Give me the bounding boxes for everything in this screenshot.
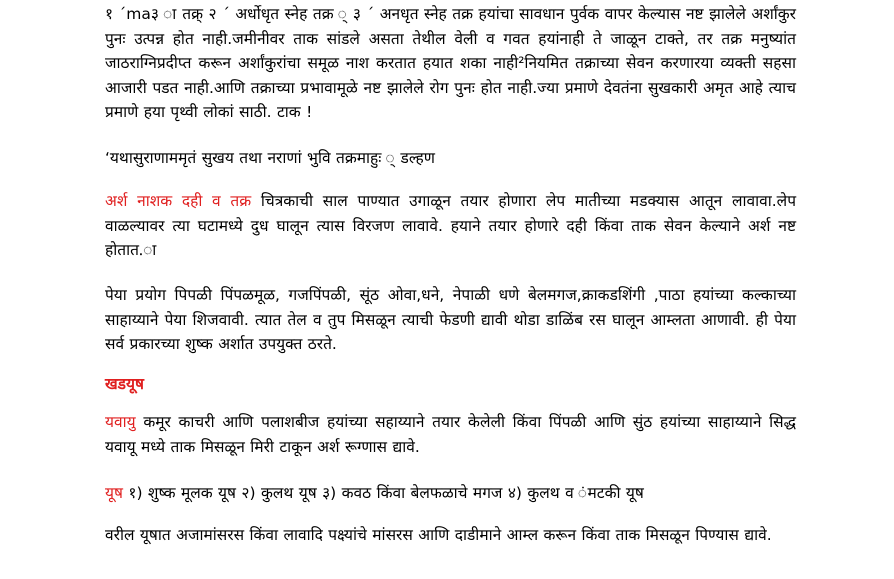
paragraph-text: कमूर काचरी आणि पलाशबीज हयांच्या सहाय्याने तयार केलेली किंवा पिंपळी आणि सुंठ हयांच्या साहाय्याने सिद्ध यवायू मध्ये ताक मिसळून मिरी टाकून अर्श रूग्णास द्यावे. (105, 413, 796, 456)
paragraph-text: चित्रकाची साल पाण्यात उगाळून तयार होणारा लेप मातीच्या मडक्यास आतून लावावा.लेप वाळल्यावर त्या घटामध्ये दुध घालून त्यास विरजण लावावे. हयाने तयार होणारे दही किंवा ताक सेवन केल्याने अर्श नष्ट होतात.ा (105, 192, 796, 259)
paragraph-shloka-quote: ‘यथासुराणाममृतं सुखय तथा नराणां भुवि तक्रमाहुः ् डल्हण (105, 149, 435, 167)
paragraph-arsh-nashak-dahi (105, 189, 796, 263)
highlight-yush: यूष (105, 484, 123, 502)
highlight-arsh-nashak: अर्श नाशक दही व तक्र (105, 192, 252, 210)
section-heading-khadyush: खडयूष (105, 375, 144, 393)
paragraph-yush-list (105, 481, 796, 506)
paragraph-peya-prayog: पेया प्रयोग पिपळी पिंपळमूळ, गजपिंपळी, सूंठ ओवा,धने, नेपाळी धणे बेलमगज,क्राकडशिंगी ,पाठा हयांच्या कल्काच्या साहाय्याने पेया शिजवावी. त्यात तेल व तुप मिसळून त्याची फेडणी द्यावी थोडा डाळिंब रस घालून आम्लता आणावी. ही पेया सर्व प्रकारच्या शुष्क अर्शात उपयुक्त ठरते. (105, 286, 796, 353)
paragraph-takra-benefits: १ ´ma३ ा तक्र् २ ´ अर्धोधृत स्नेह तक्र ् ३ ´ अनधृत स्नेह तक्र हयांचा सावधान पुर्वक वापर केल्यास नष्ट झालेले अर्शांकुर पुनः उत्पन्न होत नाही.जमीनीवर ताक सांडले असता तेथील वेली व गवत हयांनाही ते जाळून टाक्ते, तर तक्र मनुष्यांत जाठराग्निप्रदीप्त करून अर्शांकुरांचा समूळ नाश करतात हयात शका नाही²नियमित तक्राच्या सेवन करणारया व्यक्ती सहसा आजारी पडत नाही.आणि तक्राच्या प्रभावामूळे नष्ट झालेले रोग पुनः होत नाही.ज्या प्रमाणे देवतंना सुखकारी अमृत आहे त्याच प्रमाणे हया पृथ्वी लोकां साठी. टाक ! (105, 5, 796, 121)
paragraph-text: १) शुष्क मूलक यूष २) कुलथ यूष ३) कवठ किंवा बेलफळाचे मगज ४) कुलथ व ंमटकी यूष (122, 484, 644, 502)
highlight-yavayu: यवायु (105, 413, 136, 431)
paragraph-yavayu (105, 410, 796, 459)
paragraph-yush-usage: वरील यूषात अजामांसरस किंवा लावादि पक्ष्यांचे मांसरस आणि दाडीमाने आम्ल करून किंवा ताक मिसळून पिण्यास द्यावे. (105, 526, 772, 544)
